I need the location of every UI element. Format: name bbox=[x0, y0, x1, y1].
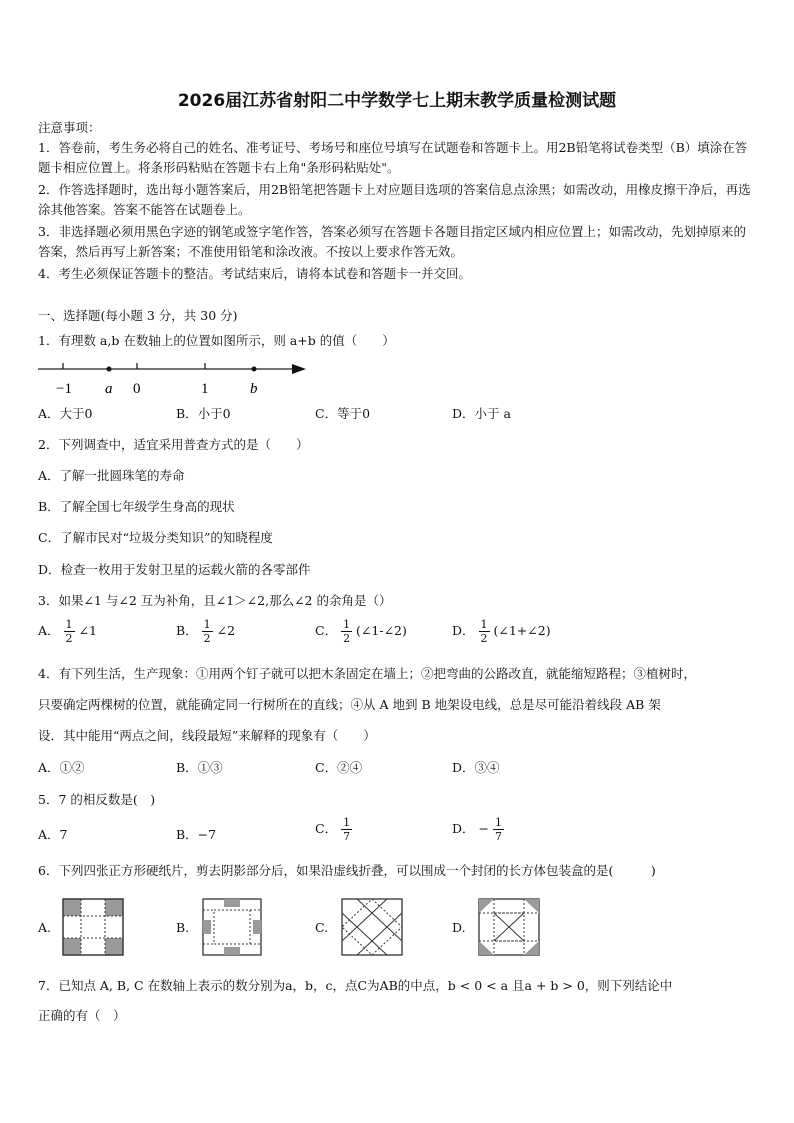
fraction-denominator: 2 bbox=[203, 632, 211, 645]
option-expression: (∠1+∠2) bbox=[493, 623, 551, 638]
q4-option-a: A．①② bbox=[38, 760, 85, 775]
option-label: B． bbox=[176, 623, 198, 638]
fraction-numerator: 1 bbox=[494, 816, 502, 829]
section-heading: 一、选择题(每小题 3 分，共 30 分) bbox=[38, 308, 238, 323]
q3-option-b bbox=[176, 618, 235, 645]
option-label: C． bbox=[315, 821, 338, 836]
q2-option-c: C．了解市民对“垃圾分类知识”的知晓程度 bbox=[38, 530, 273, 545]
q6-label-d: D. bbox=[452, 920, 466, 935]
q2-option-d: D．检查一枚用于发射卫星的运载火箭的各零部件 bbox=[38, 562, 311, 577]
q6-label-c: C. bbox=[315, 920, 329, 935]
option-expression: ∠1 bbox=[78, 623, 97, 638]
q5-option-d bbox=[452, 816, 504, 843]
q3-option-a bbox=[38, 618, 97, 645]
fraction-numerator: 1 bbox=[343, 618, 351, 631]
q2-stem: 2．下列调查中，适宜采用普查方式的是（ ） bbox=[38, 437, 309, 452]
fraction-denominator: 2 bbox=[343, 632, 351, 645]
fraction-denominator: 7 bbox=[494, 830, 502, 843]
minus-sign: − bbox=[478, 821, 489, 836]
q6-figure-c bbox=[341, 898, 403, 956]
option-label: D． bbox=[452, 623, 475, 638]
fraction-denominator: 7 bbox=[343, 830, 351, 843]
notice-heading: 注意事项： bbox=[38, 120, 101, 135]
axis-label-a: a bbox=[105, 381, 113, 397]
q5-option-a: A．7 bbox=[38, 827, 68, 842]
one-half-fraction bbox=[64, 618, 75, 645]
q7-line-2: 正确的有（ ） bbox=[38, 1008, 126, 1023]
axis-label-minus-one: −1 bbox=[56, 381, 72, 397]
q1-option-a: A．大于0 bbox=[38, 406, 93, 421]
q1-stem: 1．有理数 a,b 在数轴上的位置如图所示，则 a+b 的值（ ） bbox=[38, 333, 395, 348]
q6-label-a: A. bbox=[38, 920, 52, 935]
q6-label-b: B. bbox=[176, 920, 190, 935]
q5-option-c bbox=[315, 816, 352, 843]
notice-item-3: 3．非选择题必须用黑色字迹的钢笔或签字笔作答，答案必须写在答题卡各题目指定区域内相应位置上；如需改动，先划掉原来的答案，然后再写上新答案；不准使用铅笔和涂改液。不按以上要求作答无效。 bbox=[38, 224, 746, 259]
q1-option-b: B．小于0 bbox=[176, 406, 231, 421]
q1-option-c: C．等于0 bbox=[315, 406, 371, 421]
q3-stem: 3．如果∠1 与∠2 互为补角，且∠1＞∠2,那么∠2 的余角是（） bbox=[38, 593, 392, 608]
q3-option-d bbox=[452, 618, 551, 645]
fraction-numerator: 1 bbox=[65, 618, 73, 631]
q1-option-d: D．小于 a bbox=[452, 406, 511, 421]
notice-item-2: 2．作答选择题时，选出每小题答案后，用2B铅笔把答题卡上对应题目选项的答案信息点涂黑；如需改动，用橡皮擦干净后，再选涂其他答案。答案不能答在试题卷上。 bbox=[38, 182, 751, 217]
q4-line-3: 设．其中能用“两点之间，线段最短”来解释的现象有（ ） bbox=[38, 728, 376, 743]
axis-label-one: 1 bbox=[201, 381, 209, 397]
q6-figure-d bbox=[478, 898, 540, 956]
notice-item-4: 4．考生必须保证答题卡的整洁。考试结束后，请将本试卷和答题卡一并交回。 bbox=[38, 266, 471, 281]
fraction-denominator: 2 bbox=[65, 632, 73, 645]
q4-line-1: 4．有下列生活，生产现象：①用两个钉子就可以把木条固定在墙上；②把弯曲的公路改直，就能缩短路程；③植树时， bbox=[38, 666, 696, 681]
fraction-denominator: 2 bbox=[480, 632, 488, 645]
one-seventh-fraction bbox=[341, 816, 352, 843]
q5-stem: 5．7 的相反数是( ) bbox=[38, 792, 156, 807]
q1-number-line bbox=[38, 355, 310, 397]
q4-option-b: B．①③ bbox=[176, 760, 223, 775]
q4-line-2: 只要确定两棵树的位置，就能确定同一行树所在的直线；④从 A 地到 B 地架设电线，总是尽可能沿着线段 AB 架 bbox=[38, 697, 661, 712]
page-title: 2026届江苏省射阳二中学数学七上期末教学质量检测试题 bbox=[177, 91, 617, 111]
q4-option-d: D．③④ bbox=[452, 760, 500, 775]
q6-figure-b bbox=[202, 898, 262, 956]
fraction-numerator: 1 bbox=[343, 816, 351, 829]
notice-item-1: 1．答卷前，考生务必将自己的姓名、准考证号、考场号和座位号填写在试题卷和答题卡上。用2B铅笔将试卷类型（B）填涂在答题卡相应位置上。将条形码粘贴在答题卡右上角"条形码粘贴处"。 bbox=[38, 140, 748, 175]
one-half-fraction bbox=[479, 618, 490, 645]
q2-option-b: B．了解全国七年级学生身高的现状 bbox=[38, 499, 235, 514]
q7-line-1: 7．已知点 A, B, C 在数轴上表示的数分别为a，b，c，点C为AB的中点，b < 0 < a 且a + b > 0，则下列结论中 bbox=[38, 978, 673, 993]
q3-option-c bbox=[315, 618, 407, 645]
q5-option-b: B．−7 bbox=[176, 827, 217, 842]
fraction-numerator: 1 bbox=[203, 618, 211, 631]
axis-label-b: b bbox=[250, 381, 258, 397]
one-half-fraction bbox=[341, 618, 352, 645]
one-half-fraction bbox=[202, 618, 213, 645]
fraction-numerator: 1 bbox=[480, 618, 488, 631]
option-label: C． bbox=[315, 623, 338, 638]
axis-label-zero: 0 bbox=[133, 381, 141, 397]
q4-option-c: C．②④ bbox=[315, 760, 363, 775]
q2-option-a: A．了解一批圆珠笔的寿命 bbox=[38, 468, 185, 483]
option-expression: (∠1-∠2) bbox=[356, 623, 407, 638]
q6-stem: 6．下列四张正方形硬纸片，剪去阴影部分后，如果沿虚线折叠，可以围成一个封闭的长方体包装盒的是( ) bbox=[38, 863, 656, 878]
q6-figure-a bbox=[62, 898, 124, 956]
option-label: D． bbox=[452, 821, 475, 836]
one-seventh-fraction bbox=[493, 816, 504, 843]
option-expression: ∠2 bbox=[216, 623, 236, 638]
option-label: A． bbox=[38, 623, 60, 638]
